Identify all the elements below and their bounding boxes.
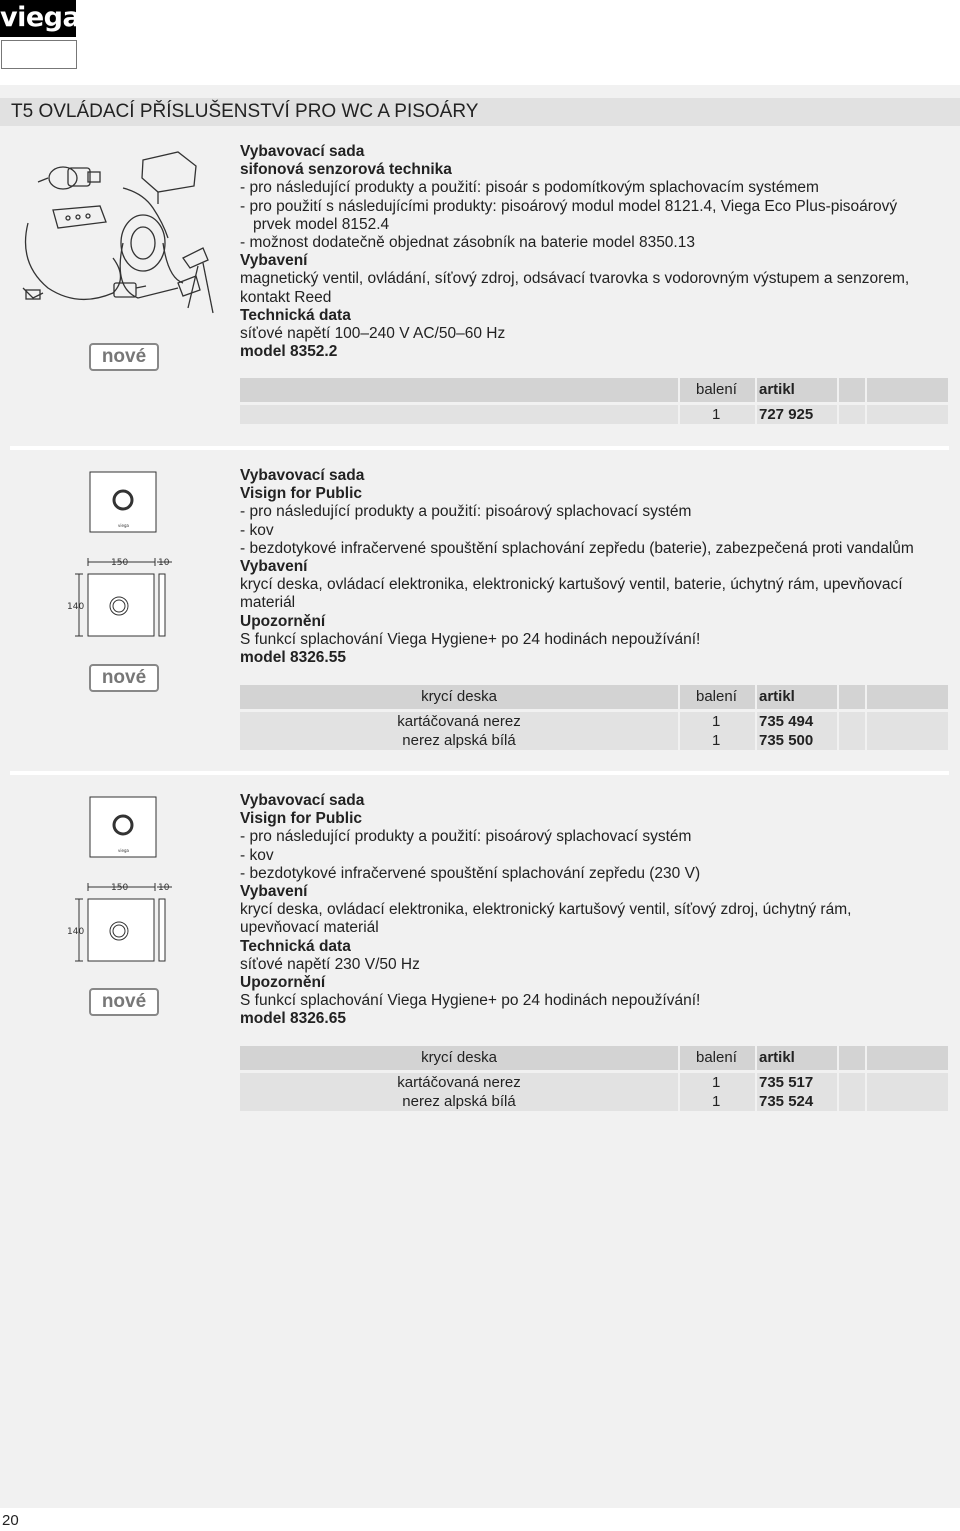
cell-artikl: 735 494 bbox=[757, 712, 837, 731]
description-heading: Vybavovací sada bbox=[240, 143, 365, 160]
cell-balen: 1 bbox=[680, 712, 755, 731]
description-heading: Visign for Public bbox=[240, 485, 363, 503]
table-header-row bbox=[240, 378, 948, 397]
table-row bbox=[240, 731, 948, 750]
viega-logo: viega bbox=[0, 0, 76, 37]
description-line: - bezdotykové infračervené spouštění splachování zepředu (230 V) bbox=[240, 864, 701, 882]
description-heading: Vybavení bbox=[240, 883, 308, 901]
svg-text:140: 140 bbox=[67, 602, 85, 612]
cell-balen: 1 bbox=[680, 405, 755, 424]
description-line: - kov bbox=[240, 846, 274, 864]
description-line: materiál bbox=[240, 594, 296, 612]
page-title: T5 OVLÁDACÍ PŘÍSLUŠENSTVÍ PRO WC A PISOÁRY bbox=[11, 101, 479, 122]
description-heading: Vybavení bbox=[240, 558, 308, 576]
cell-artikl: 735 524 bbox=[757, 1092, 837, 1111]
description-heading: Visign for Public bbox=[240, 810, 363, 828]
header-spacer bbox=[240, 378, 678, 402]
header-extra-1 bbox=[839, 1046, 865, 1070]
cell-balen: 1 bbox=[680, 1073, 755, 1092]
header-extra-2 bbox=[867, 1046, 948, 1070]
header-balen: balení bbox=[680, 378, 755, 402]
svg-text:viega: viega bbox=[118, 848, 129, 853]
cell-desc: nerez alpská bílá bbox=[240, 1092, 678, 1111]
cell-extra-2 bbox=[867, 712, 948, 731]
description-line: - pro následující produkty a použití: pisoár s podomítkovým splachovacím systémem bbox=[240, 179, 819, 197]
description-heading: model 8326.65 bbox=[240, 1010, 346, 1028]
description-line: síťové napětí 100–240 V AC/50–60 Hz bbox=[240, 325, 506, 343]
description-line: krycí deska, ovládací elektronika, elektronický kartušový ventil, síťový zdroj, úchytný rám, bbox=[240, 901, 852, 919]
cell-extra-2 bbox=[867, 731, 948, 750]
description-heading: Vybavení bbox=[240, 252, 308, 270]
new-badge: nové bbox=[89, 664, 159, 692]
description-line: - bezdotykové infračervené spouštění splachování zepředu (baterie), zabezpečená proti vandalům bbox=[240, 539, 914, 557]
cell-extra-2 bbox=[867, 405, 948, 424]
table-row bbox=[240, 712, 948, 731]
cell-desc: kartáčovaná nerez bbox=[240, 1073, 678, 1092]
cell-extra-1 bbox=[839, 712, 865, 731]
svg-text:150: 150 bbox=[111, 558, 129, 568]
cell-extra-2 bbox=[867, 1092, 948, 1111]
description-line: prvek model 8152.4 bbox=[253, 215, 390, 233]
description-heading: model 8326.55 bbox=[240, 649, 346, 667]
description-line: - možnost dodatečně objednat zásobník na baterie model 8350.13 bbox=[240, 234, 695, 252]
description-line: krycí deska, ovládací elektronika, elektronický kartušový ventil, baterie, úchytný rám, upevňovací bbox=[240, 576, 903, 594]
header-extra-1 bbox=[839, 685, 865, 709]
cell-artikl: 735 500 bbox=[757, 731, 837, 750]
cell-desc: nerez alpská bílá bbox=[240, 731, 678, 750]
header-extra-2 bbox=[867, 685, 948, 709]
header-desc: krycí deska bbox=[240, 685, 678, 709]
cell-artikl: 727 925 bbox=[757, 405, 837, 424]
cell-extra-1 bbox=[839, 1092, 865, 1111]
svg-text:10: 10 bbox=[158, 883, 170, 893]
product-description-1 bbox=[240, 143, 950, 361]
description-heading: Upozornění bbox=[240, 612, 326, 630]
cell-extra-2 bbox=[867, 1073, 948, 1092]
cell-extra-1 bbox=[839, 1073, 865, 1092]
description-heading: Upozornění bbox=[240, 974, 326, 992]
cell-artikl: 735 517 bbox=[757, 1073, 837, 1092]
description-line: S funkcí splachování Viega Hygiene+ po 24 hodinách nepoužívání! bbox=[240, 630, 701, 648]
svg-text:140: 140 bbox=[67, 927, 85, 937]
section-divider bbox=[10, 446, 949, 450]
section-divider bbox=[10, 771, 949, 775]
description-line: - kov bbox=[240, 521, 274, 539]
description-line: upevňovací materiál bbox=[240, 919, 379, 937]
description-heading: Vybavovací sada bbox=[240, 792, 365, 809]
description-heading: Technická data bbox=[240, 937, 351, 955]
description-heading: Vybavovací sada bbox=[240, 467, 365, 484]
product-drawing-visign-public-230v bbox=[62, 795, 182, 965]
header-artikl: artikl bbox=[757, 378, 837, 402]
cell-extra-1 bbox=[839, 405, 865, 424]
table-header-row bbox=[240, 685, 948, 704]
description-line: - pro následující produkty a použití: pisoárový splachovací systém bbox=[240, 828, 692, 846]
header-desc: krycí deska bbox=[240, 1046, 678, 1070]
header-artikl: artikl bbox=[757, 685, 837, 709]
table-header-row bbox=[240, 1046, 948, 1065]
svg-text:10: 10 bbox=[158, 558, 170, 568]
new-badge: nové bbox=[89, 988, 159, 1016]
header-balen: balení bbox=[680, 1046, 755, 1070]
product-image-siphon-sensor-kit bbox=[18, 148, 218, 323]
cell-balen: 1 bbox=[680, 731, 755, 750]
page-number: 20 bbox=[2, 1512, 19, 1529]
svg-text:viega: viega bbox=[118, 523, 129, 528]
header-extra-2 bbox=[867, 378, 948, 402]
svg-text:150: 150 bbox=[111, 883, 129, 893]
description-line: kontakt Reed bbox=[240, 288, 332, 306]
logo-placeholder-box bbox=[1, 40, 77, 69]
description-line: síťové napětí 230 V/50 Hz bbox=[240, 955, 420, 973]
product-drawing-visign-public-battery bbox=[62, 470, 182, 640]
description-heading: Technická data bbox=[240, 306, 351, 324]
description-heading: sifonová senzorová technika bbox=[240, 161, 452, 179]
table-row bbox=[240, 405, 948, 424]
description-line: - pro použití s následujícími produkty: pisoárový modul model 8121.4, Viega Eco Plus-pisoárový bbox=[240, 197, 898, 215]
cell-balen: 1 bbox=[680, 1092, 755, 1111]
description-heading: model 8352.2 bbox=[240, 343, 338, 361]
table-row bbox=[240, 1092, 948, 1111]
cell-extra-1 bbox=[839, 731, 865, 750]
header-artikl: artikl bbox=[757, 1046, 837, 1070]
cell-spacer bbox=[240, 405, 678, 424]
table-row bbox=[240, 1073, 948, 1092]
header-extra-1 bbox=[839, 378, 865, 402]
product-description-2 bbox=[240, 467, 950, 667]
description-line: S funkcí splachování Viega Hygiene+ po 24 hodinách nepoužívání! bbox=[240, 992, 701, 1010]
description-line: - pro následující produkty a použití: pisoárový splachovací systém bbox=[240, 503, 692, 521]
header-balen: balení bbox=[680, 685, 755, 709]
new-badge: nové bbox=[89, 343, 159, 371]
description-line: magnetický ventil, ovládání, síťový zdroj, odsávací tvarovka s vodorovným výstupem a senzorem, bbox=[240, 270, 910, 288]
cell-desc: kartáčovaná nerez bbox=[240, 712, 678, 731]
product-description-3 bbox=[240, 792, 950, 1029]
